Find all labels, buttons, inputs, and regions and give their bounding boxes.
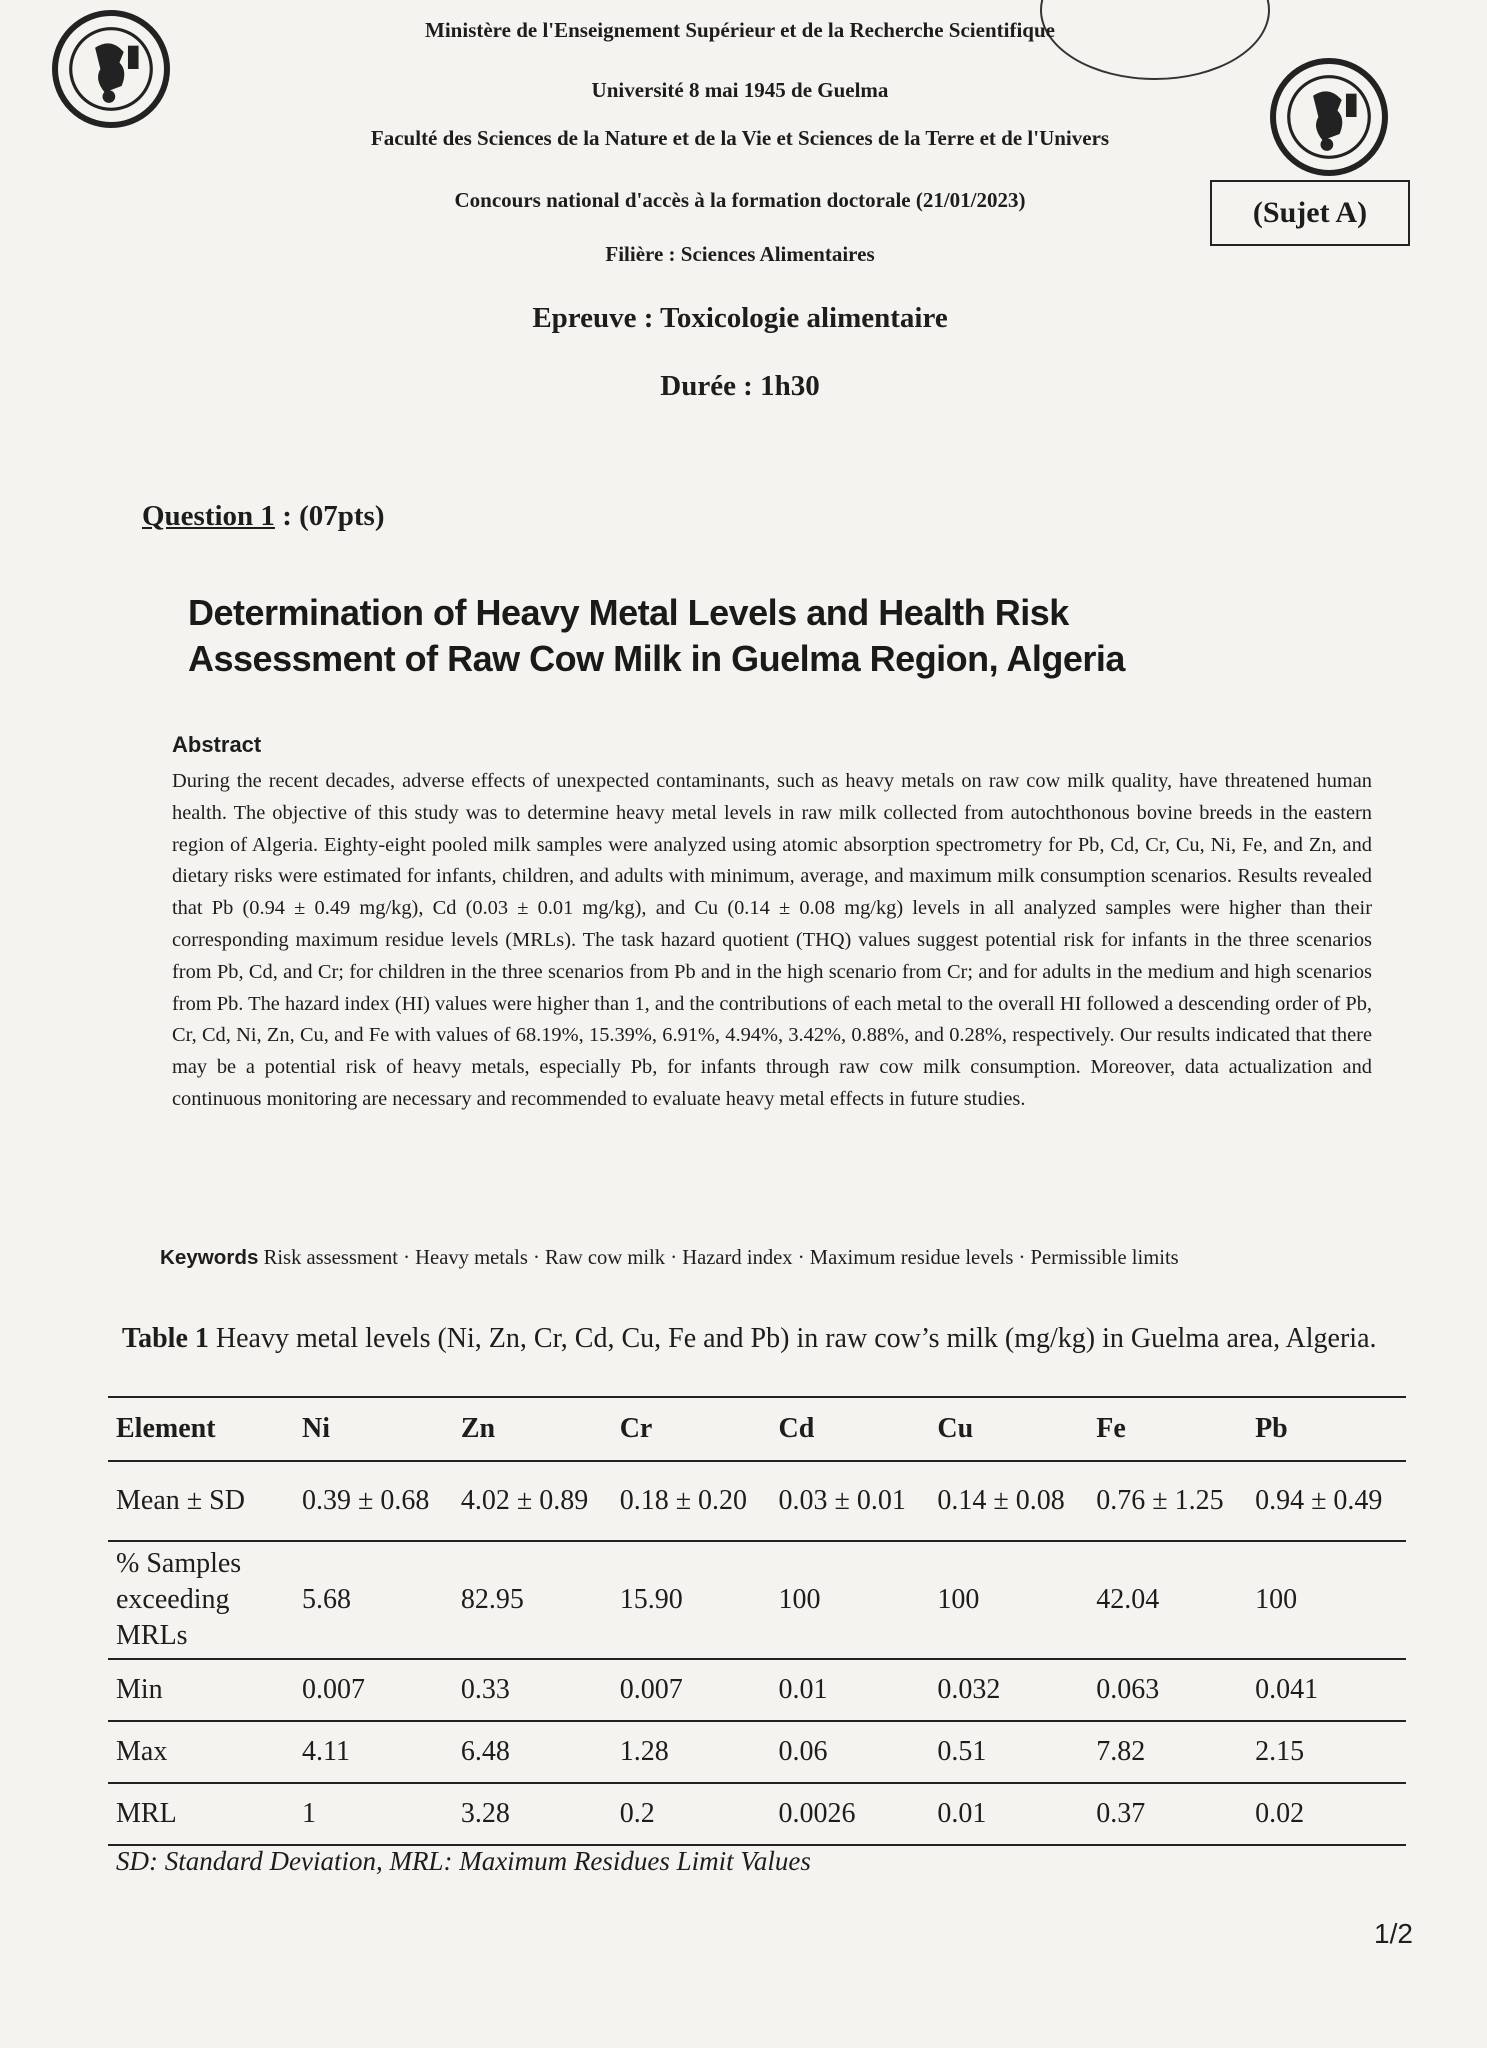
question-heading: [142, 500, 384, 533]
table-cell: 3.28: [460, 1798, 510, 1829]
table-cell: 0.94 ± 0.49: [1255, 1485, 1383, 1516]
table-cell: 0.39 ± 0.68: [302, 1485, 430, 1516]
faculty-line: Faculté des Sciences de la Nature et de la Vie et Sciences de la Terre et de l'Univers: [370, 126, 1110, 150]
row-label: Mean ± SD: [116, 1485, 245, 1516]
table-row: [108, 1721, 1406, 1783]
column-header: Pb: [1255, 1413, 1288, 1444]
contest-line: Concours national d'accès à la formation doctorale (21/01/2023): [454, 188, 1026, 212]
column-header: Cr: [619, 1413, 653, 1444]
table-cell: 0.06: [778, 1736, 828, 1767]
table-cell: 82.95: [460, 1584, 524, 1615]
table-cell: 0.01: [778, 1674, 828, 1705]
table-cell: 0.041: [1255, 1674, 1319, 1705]
table-cell: 0.37: [1096, 1798, 1146, 1829]
paper-title: Determination of Heavy Metal Levels and Health Risk Assessment of Raw Cow Milk in Guelma Region, Algeria: [188, 592, 1125, 679]
epreuve-line: Epreuve : Toxicologie alimentaire: [532, 302, 948, 334]
column-header: Ni: [302, 1413, 330, 1444]
university-emblem-icon: [1276, 64, 1382, 170]
table-cell: 0.14 ± 0.08: [937, 1485, 1065, 1516]
page-number: 1/2: [1374, 1918, 1413, 1949]
filiere-line: Filière : Sciences Alimentaires: [605, 242, 875, 266]
table-cell: 0.01: [937, 1798, 987, 1829]
abstract-heading: Abstract: [172, 732, 262, 757]
table-row: [108, 1461, 1406, 1541]
table-cell: 0.02: [1255, 1798, 1305, 1829]
table-caption-text: Heavy metal levels (Ni, Zn, Cr, Cd, Cu, Fe and Pb) in raw cow’s milk (mg/kg) in Guelma area, Algeria.: [208, 1323, 1377, 1354]
column-header: Cd: [778, 1413, 815, 1444]
table-cell: 4.11: [302, 1736, 350, 1767]
table-cell: 0.007: [619, 1674, 683, 1705]
table-cell: 0.2: [619, 1798, 655, 1829]
table-cell: 42.04: [1096, 1584, 1160, 1615]
table-cell: 100: [1255, 1584, 1298, 1615]
heavy-metals-table: [108, 1396, 1406, 1846]
table-cell: 0.007: [302, 1674, 365, 1705]
table-cell: 0.33: [460, 1674, 510, 1705]
row-label: Max: [116, 1736, 168, 1767]
question-points: : (07pts): [274, 500, 385, 532]
table-cell: 5.68: [302, 1584, 351, 1615]
table-row: [108, 1659, 1406, 1721]
table-row: [108, 1783, 1406, 1845]
table-footnote: SD: Standard Deviation, MRL: Maximum Residues Limit Values: [116, 1846, 811, 1876]
table-cell: 0.76 ± 1.25: [1096, 1485, 1224, 1516]
keywords-text: Risk assessment · Heavy metals · Raw cow milk · Hazard index · Maximum residue levels · Permissible limits: [263, 1247, 1179, 1269]
ministry-line: Ministère de l'Enseignement Supérieur et de la Recherche Scientifique: [425, 18, 1055, 42]
table-cell: 0.063: [1096, 1674, 1160, 1705]
table-cell: 0.032: [937, 1674, 1001, 1705]
table-cell: 0.03 ± 0.01: [778, 1485, 906, 1516]
table-cell: 0.0026: [778, 1798, 856, 1829]
table-cell: 100: [937, 1584, 980, 1615]
table-cell: 0.18 ± 0.20: [619, 1485, 748, 1516]
table-cell: 1: [302, 1798, 316, 1829]
row-label: Min: [116, 1674, 163, 1705]
column-header: Fe: [1096, 1413, 1126, 1444]
table-cell: 7.82: [1096, 1736, 1146, 1767]
table-cell: 1.28: [619, 1736, 669, 1767]
table-cell: 15.90: [619, 1584, 683, 1615]
sujet-box: (Sujet A): [1210, 180, 1410, 246]
university-emblem-icon: [58, 16, 164, 122]
university-line: Université 8 mai 1945 de Guelma: [591, 78, 889, 102]
table-caption-label: Table 1: [122, 1323, 209, 1354]
question-label: Question 1: [142, 500, 275, 532]
row-label: MRL: [116, 1798, 177, 1829]
row-label: % Samples exceeding MRLs: [116, 1548, 242, 1651]
university-logo-right: [1270, 58, 1388, 176]
column-header: Zn: [460, 1413, 496, 1444]
table-row: [108, 1541, 1406, 1659]
column-header: Cu: [937, 1413, 974, 1444]
keywords-heading: Keywords: [160, 1246, 259, 1269]
table-cell: 4.02 ± 0.89: [460, 1485, 589, 1516]
table-cell: 6.48: [460, 1736, 510, 1767]
table-caption: [122, 1318, 1392, 1360]
duree-line: Durée : 1h30: [660, 370, 820, 402]
table-header-row: [108, 1397, 1406, 1461]
university-logo-left: [52, 10, 170, 128]
table-cell: 2.15: [1255, 1736, 1305, 1767]
abstract-text: During the recent decades, adverse effects of unexpected contaminants, such as heavy metals on raw cow milk quality, have threatened human health. The objective of this study was to determine heavy metal levels in raw milk collected from autochthonous bovine breeds in the eastern region of Algeria. Eighty-eight pooled milk samples were analyzed using atomic absorption spectrometry for Pb, Cd, Cr, Cu, Ni, Fe, and Zn, and dietary risks were estimated for infants, children, and adults with minimum, average, and maximum milk consumption scenarios. Results revealed that Pb (0.94 ± 0.49 mg/kg), Cd (0.03 ± 0.01 mg/kg), and Cu (0.14 ± 0.08 mg/kg) levels in all analyzed samples were higher than their corresponding maximum residue levels (MRLs). The task hazard quotient (THQ) values suggest potential risk for infants in the three scenarios from Pb, Cd, and Cr; for children in the three scenarios from Pb and in the high scenario from Cr; and for adults in the medium and high scenarios from Pb. The hazard index (HI) values were higher than 1, and the contributions of each metal to the overall HI followed a descending order of Pb, Cr, Cd, Ni, Zn, Cu, and Fe with values of 68.19%, 15.39%, 6.91%, 4.94%, 3.42%, 0.88%, and 0.28%, respectively. Our results indicated that there may be a potential risk of heavy metals, especially Pb, for infants through raw cow milk consumption. Moreover, data actualization and continuous monitoring are necessary and recommended to evaluate heavy metal effects in future studies.: [172, 770, 1372, 1110]
keywords-line: [160, 1246, 1380, 1270]
table-cell: 100: [778, 1584, 821, 1615]
table-cell: 0.51: [937, 1736, 987, 1767]
column-header: Element: [116, 1413, 216, 1444]
